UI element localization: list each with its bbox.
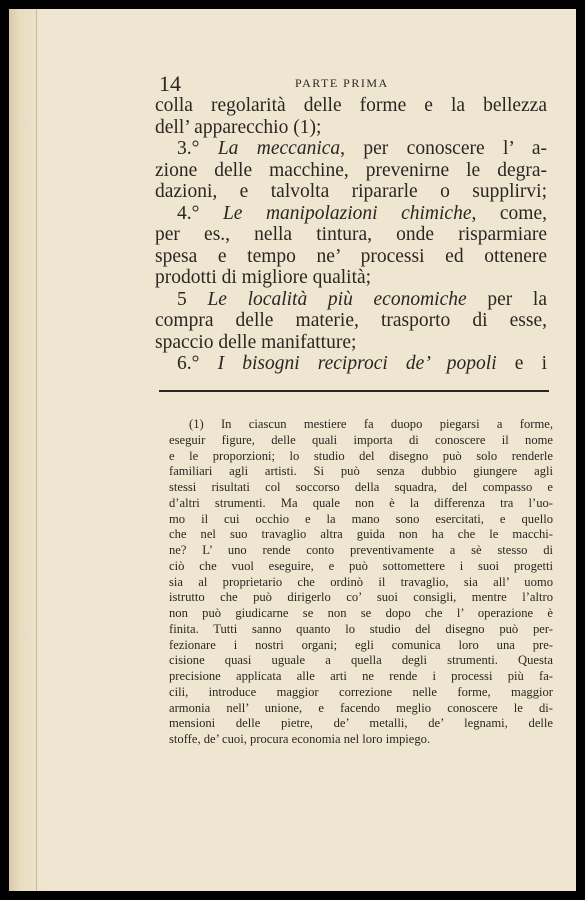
footnote-line: ne? L’ uno rende conto preventivamente a sè stesso di	[169, 543, 553, 557]
main-text	[155, 95, 547, 375]
running-head: PARTE PRIMA	[295, 76, 389, 90]
italic-term: I bisogni reciproci de’ popoli	[217, 353, 497, 374]
footnote-line: cili, introduce maggior correzione nelle forme, maggior	[169, 684, 553, 699]
text-line: colla regolarità delle forme e la bellezza	[155, 95, 547, 116]
italic-term: La meccanica	[217, 138, 341, 159]
footnote-line: armonia nell’ unione, e facendo meglio conoscere le di-	[169, 700, 553, 715]
footnote	[169, 417, 553, 748]
footnote-line: mensioni delle pietre, de’ metalli, de’ legnami, delle	[169, 716, 553, 731]
footnote-line: ciò che vuol eseguire, e può sottomettere i suoi progetti	[169, 558, 553, 573]
footnote-line: cisione quasi uguale a quella degli strumenti. Questa	[169, 653, 553, 668]
text-line: dazioni, e talvolta ripararle o supplirvi;	[155, 181, 547, 202]
footnote-line: istrutto che può dirigerlo co’ suoi consigli, mentre l’altro	[169, 590, 553, 605]
book-page	[9, 9, 576, 891]
text-line: compra delle materie, trasporto di esse,	[155, 310, 547, 331]
footnote-line: e le proporzioni; lo studio del disegno può solo renderle	[169, 448, 553, 463]
footnote-divider	[159, 390, 549, 392]
italic-term: Le manipolazioni chimiche	[222, 202, 472, 224]
text-line: 5 Le località più economiche per la	[177, 288, 547, 310]
text-line: spaccio delle manifatture;	[155, 331, 357, 353]
page-header	[159, 71, 536, 96]
footnote-line: sia al proprietario che ordinò il travaglio, sia all’ uomo	[169, 574, 553, 589]
footnote-line: non può giudicarne se non se dopo che l’ operazione è	[169, 606, 553, 620]
footnote-line: finita. Tutti sanno quanto lo studio del disegno può per-	[169, 621, 553, 636]
footnote-line: eseguir figure, delle quali importa di conoscere il nome	[169, 432, 553, 447]
footnote-line: (1) In ciascun mestiere fa duopo piegarsi a forme,	[189, 417, 553, 431]
page-number: 14	[159, 71, 181, 96]
italic-term: Le località più economiche	[207, 288, 467, 310]
text-line: dell’ apparecchio (1);	[155, 116, 322, 138]
text-line: zione delle macchine, prevenirne le degra-	[155, 159, 547, 181]
text-line: 4.° Le manipolazioni chimiche, come,	[177, 202, 547, 224]
footnote-line: che nel suo travaglio altra guida non ha che le macchi-	[169, 527, 553, 542]
footnote-line: precisione applicata alle arti ne rende i processi più fa-	[169, 669, 553, 683]
footnote-line: d’altri strumenti. Ma quale non è la differenza tra l’uo-	[169, 495, 553, 510]
text-line: prodotti di migliore qualità;	[155, 267, 372, 288]
footnote-line: stessi risultati col soccorso della squadra, del compasso e	[169, 480, 553, 494]
footnote-line: familiari agli artisti. Si può senza dubbio giungere agli	[169, 464, 553, 479]
footnote-line: stoffe, de’ cuoi, procura economia nel loro impiego.	[169, 732, 431, 746]
text-line: per es., nella tintura, onde risparmiare	[155, 224, 547, 245]
text-line: 3.° La meccanica, per conoscere l’ a-	[177, 138, 547, 159]
text-line: spesa e tempo ne’ processi ed ottenere	[155, 245, 547, 267]
footnote-line: mo il cui occhio e la mano sono esercitati, e quello	[169, 511, 553, 526]
footnote-line: fezionare i nostri organi; egli comunica loro una pre-	[169, 637, 553, 652]
page-gutter-edge	[9, 9, 43, 891]
text-line: 6.° I bisogni reciproci de’ popoli e i	[177, 353, 547, 374]
